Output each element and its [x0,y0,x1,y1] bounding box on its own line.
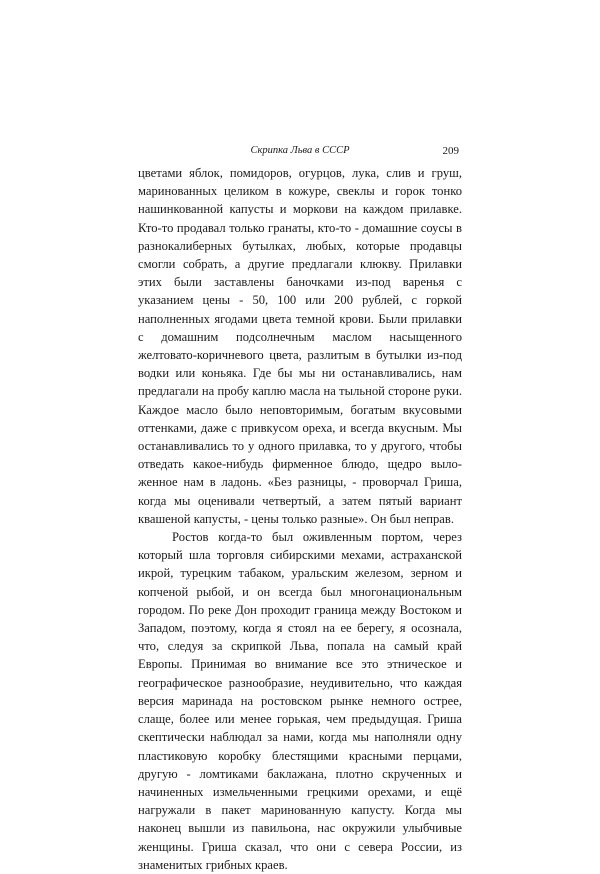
paragraph-rostov-history: Ростов когда-то был оживленным портом, через который шла торговля сибирскими мехами, астраханской икрой, турецким табаком, уральским железом, зерном и копченой рыбой, и он всегда был многонациональным городом. По реке Дон проходит граница между Востоком и Западом, поэтому, когда я стоял на ее берегу, я осознала, что, следуя за скрипкой Льва, попала на самый край Европы. Принимая во внимание все это этническое и географическое разнообразие, неудивительно, что каждая версия маринада на ростовском рынке немного острее, слаще, более или менее горькая, чем предыдущая. Гриша скептически наблюдал за нами, когда мы наполняли одну пластиковую коробку блестящими красными перцами, другую - ломтиками баклажана, плотно скрученных и начиненных измельченными грецкими орехами, и ещё нагружали в пакет маринованную капусту. Когда мы наконец вышли из павильона, нас окружили улыбчивые женщины. Гриша сказал, что они с севера России, из знаменитых грибных краев. [138,530,462,872]
running-title: Скрипка Льва в СССР [250,145,350,156]
page-number: 209 [442,145,459,157]
paragraph-market-stalls: цветами яблок, помидоров, огурцов, лука, слив и груш, маринованных целиком в кожуре, свеклы и горок тонко нашинкованной капусты и моркови на каждом прилавке. Кто-то продавал только гранаты, кто-то - домашние соусы в разнокалиберных бутылках, любых, которые продавцы смогли собрать, а другие предлагали клюкву. Прилавки этих были заставлены баночками из-под варенья с указанием цены - 50, 100 или 200 рублей, с горкой наполненных ягодами цвета темной крови. Были прилавки с домашним подсолнечным маслом насыщенного желтовато-коричневого цвета, разлитым в бутылки из-под водки или коньяка. Где бы мы ни останавливались, нам предлагали на пробу каплю масла на тыльной стороне руки. Каждое масло было неповторимым, богатым вкусовыми оттенками, даже с привкусом ореха, и всегда вкусным. Мы останавливались то у одного прилавка, то у другого, чтобы отведать какое-нибудь фирменное блюдо, щедро выложенное нам в ладонь. «Без разницы, - проворчал Гриша, когда мы оценивали четвертый, а затем пятый вариант квашеной капусты, - цены только разные». Он был неправ. [138,166,462,526]
running-header [138,143,462,159]
body-text [138,164,462,874]
